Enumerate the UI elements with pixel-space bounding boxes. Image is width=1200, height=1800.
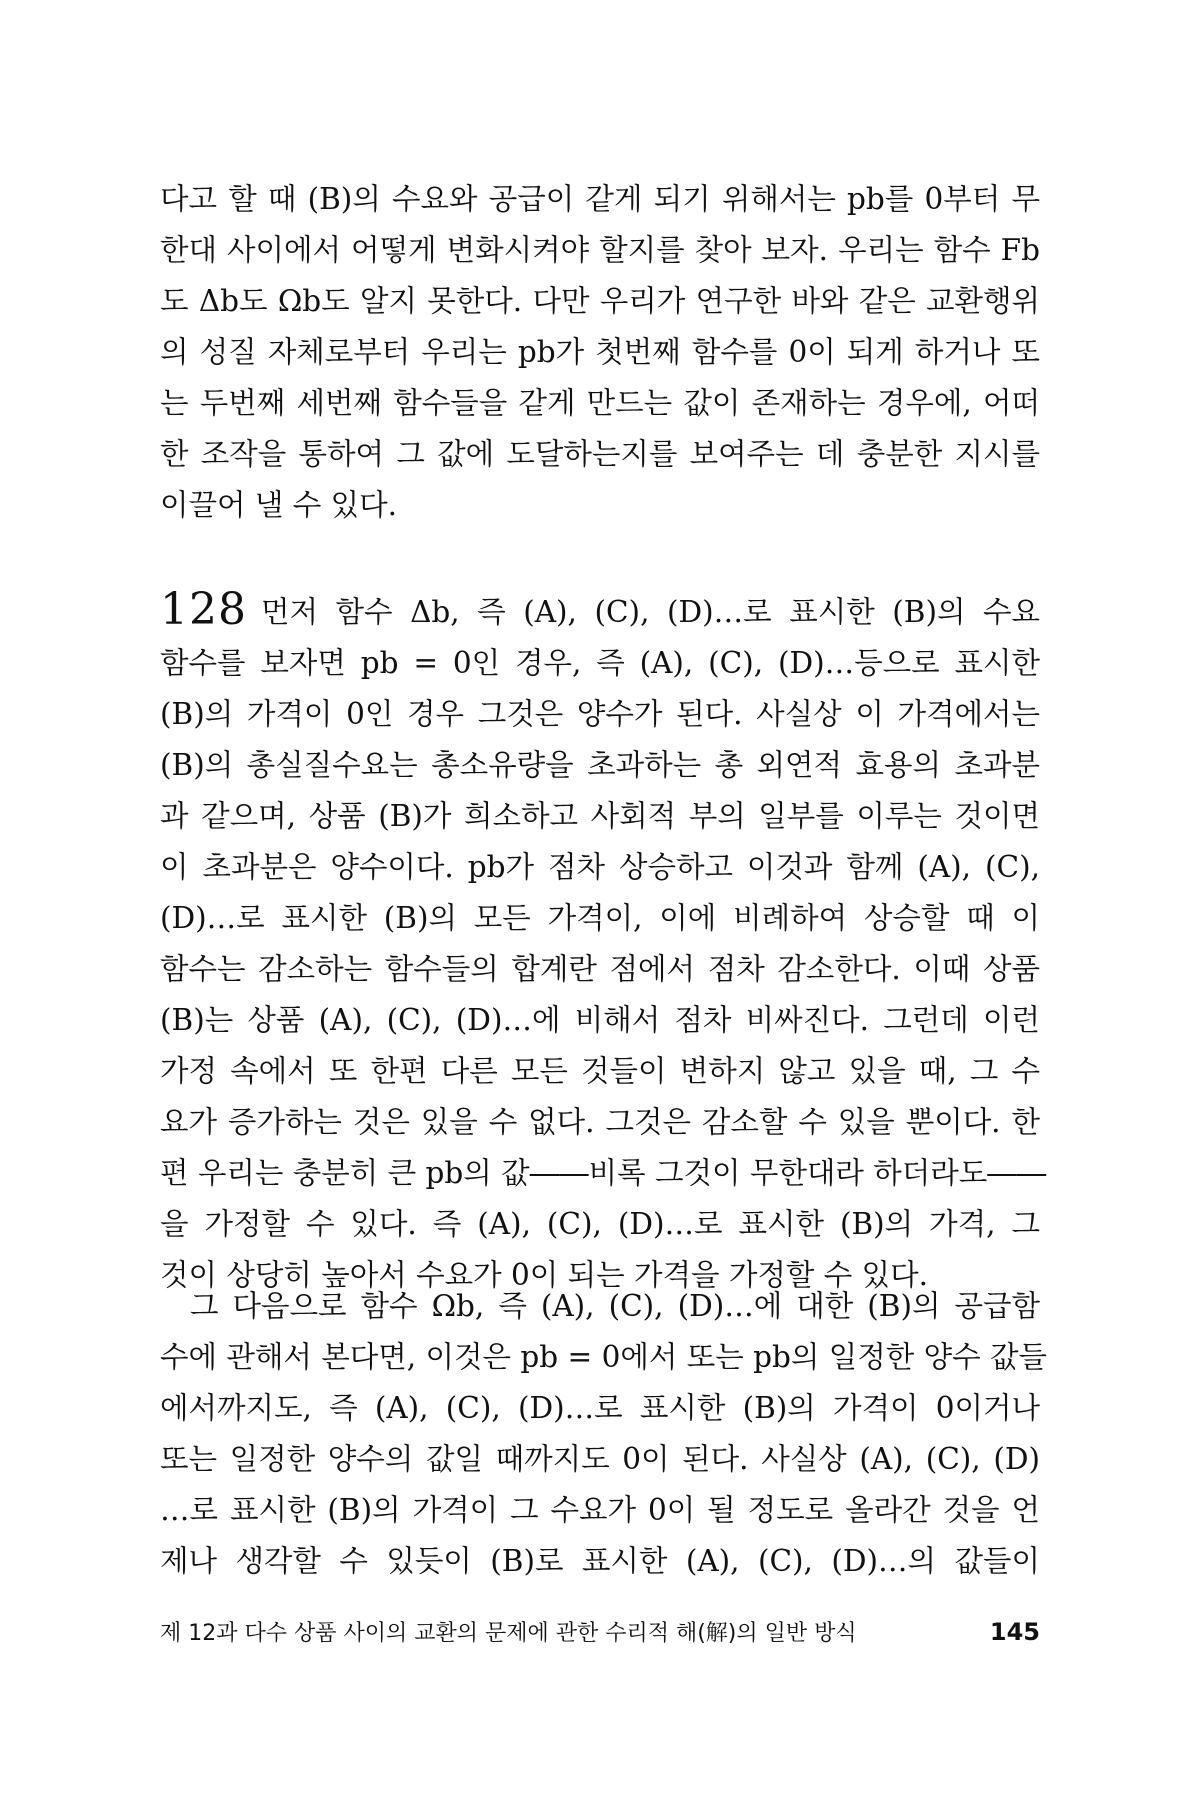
page-footer xyxy=(160,1616,1040,1647)
text-line: 함수는 감소하는 함수들의 합계란 점에서 점차 감소한다. 이때 상품 xyxy=(160,952,1040,986)
section-number: 128 xyxy=(160,584,247,635)
text-line: 는 두번째 세번째 함수들을 같게 만드는 값이 존재하는 경우에, 어떠 xyxy=(160,386,1040,420)
page-number: 145 xyxy=(989,1618,1040,1646)
section-128 xyxy=(160,584,1047,1301)
text-line: 함수를 보자면 pb = 0인 경우, 즉 (A), (C), (D)…등으로 표시한 xyxy=(160,646,1040,680)
text-line: 이끌어 낼 수 있다. xyxy=(160,488,397,522)
text-line: 의 성질 자체로부터 우리는 pb가 첫번째 함수를 0이 되게 하거나 또 xyxy=(160,335,1040,369)
text-line: 가정 속에서 또 한편 다른 모든 것들이 변하지 않고 있을 때, 그 수 xyxy=(160,1054,1040,1088)
text-line: (D)…로 표시한 (B)의 모든 가격이, 이에 비례하여 상승할 때 이 xyxy=(160,901,1040,935)
text-line: 과 같으며, 상품 (B)가 희소하고 사회적 부의 일부를 이루는 것이면 xyxy=(160,799,1040,833)
text-line: 도 Δb도 Ωb도 알지 못한다. 다만 우리가 연구한 바와 같은 교환행위 xyxy=(160,284,1040,318)
text-line: 한대 사이에서 어떻게 변화시켜야 할지를 찾아 보자. 우리는 함수 Fb xyxy=(160,233,1040,267)
paragraph-1 xyxy=(160,174,1040,531)
text-line: 편 우리는 충분히 큰 pb의 값――비록 그것이 무한대라 하더라도―― xyxy=(160,1156,1047,1190)
text-line: (B)의 총실질수요는 총소유량을 초과하는 총 외연적 효용의 초과분 xyxy=(160,748,1040,782)
text-line: 것이 상당히 높아서 수요가 0이 되는 가격을 가정할 수 있다. xyxy=(160,1258,928,1292)
text-line: (B)의 가격이 0인 경우 그것은 양수가 된다. 사실상 이 가격에서는 xyxy=(160,697,1040,731)
text-line: (B)는 상품 (A), (C), (D)…에 비해서 점차 비싸진다. 그런데 이런 xyxy=(160,1003,1040,1037)
text-line: 먼저 함수 Δb, 즉 (A), (C), (D)…로 표시한 (B)의 수요 xyxy=(260,595,1040,629)
text-line: 요가 증가하는 것은 있을 수 없다. 그것은 감소할 수 있을 뿐이다. 한 xyxy=(160,1105,1040,1139)
text-line: 그 다음으로 함수 Ωb, 즉 (A), (C), (D)…에 대한 (B)의 공급함 xyxy=(190,1289,1040,1323)
text-line: …로 표시한 (B)의 가격이 그 수요가 0이 될 정도로 올라간 것을 언 xyxy=(160,1493,1040,1527)
text-line: 에서까지도, 즉 (A), (C), (D)…로 표시한 (B)의 가격이 0이거나 xyxy=(160,1391,1040,1425)
text-line: 수에 관해서 본다면, 이것은 pb = 0에서 또는 pb의 일정한 양수 값들 xyxy=(160,1340,1047,1374)
text-line: 다고 할 때 (B)의 수요와 공급이 같게 되기 위해서는 pb를 0부터 무 xyxy=(160,182,1040,216)
paragraph-first-line xyxy=(160,1281,1040,1332)
section-first-line xyxy=(160,584,1040,638)
running-footer-title: 제 12과 다수 상품 사이의 교환의 문제에 관한 수리적 해(解)의 일반 방식 xyxy=(160,1621,857,1646)
text-line: 또는 일정한 양수의 값일 때까지도 0이 된다. 사실상 (A), (C), (D) xyxy=(160,1442,1040,1476)
text-line: 제나 생각할 수 있듯이 (B)로 표시한 (A), (C), (D)…의 값들이 xyxy=(160,1544,1040,1578)
text-line: 을 가정할 수 있다. 즉 (A), (C), (D)…로 표시한 (B)의 가격, 그 xyxy=(160,1207,1040,1241)
text-line: 이 초과분은 양수이다. pb가 점차 상승하고 이것과 함께 (A), (C), xyxy=(160,850,1040,884)
text-line: 한 조작을 통하여 그 값에 도달하는지를 보여주는 데 충분한 지시를 xyxy=(160,437,1040,471)
paragraph-3 xyxy=(160,1281,1047,1587)
